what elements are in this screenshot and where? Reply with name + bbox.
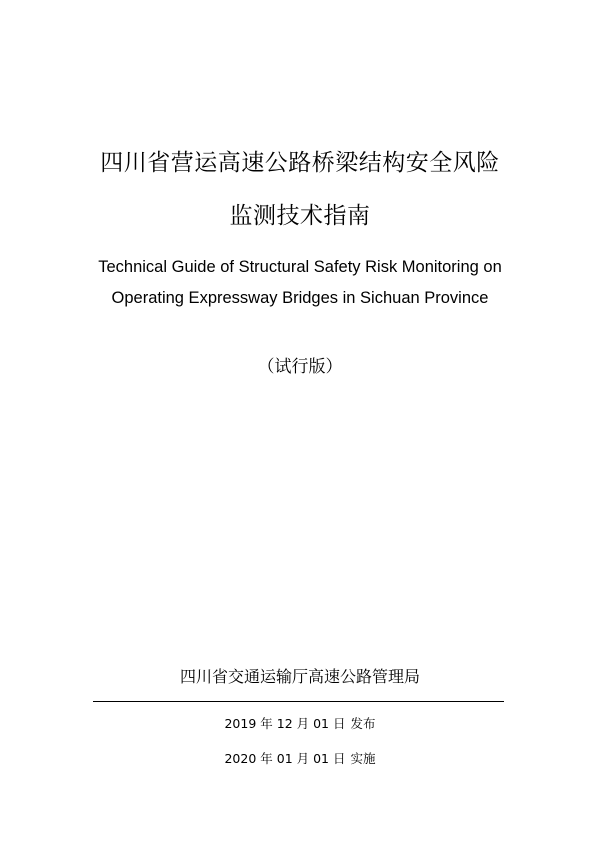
title-chinese-line-2: 监测技术指南	[229, 203, 371, 229]
divider-line	[93, 701, 504, 702]
issue-label: 发布	[350, 716, 376, 731]
effective-date: 2020 年 01 月 01 日	[224, 751, 346, 766]
issue-date: 2019 年 12 月 01 日	[224, 716, 346, 731]
title-english-line-2: Operating Expressway Bridges in Sichuan Province	[111, 289, 489, 307]
effective-date-line	[0, 750, 600, 768]
effective-label: 实施	[350, 751, 376, 766]
title-english-line-1: Technical Guide of Structural Safety Risk Monitoring on	[98, 258, 502, 276]
issue-date-line	[0, 715, 600, 733]
edition-label: （试行版）	[257, 357, 343, 377]
publisher-name: 四川省交通运输厅高速公路管理局	[179, 667, 420, 686]
title-chinese-line-1: 四川省营运高速公路桥梁结构安全风险	[100, 150, 500, 176]
